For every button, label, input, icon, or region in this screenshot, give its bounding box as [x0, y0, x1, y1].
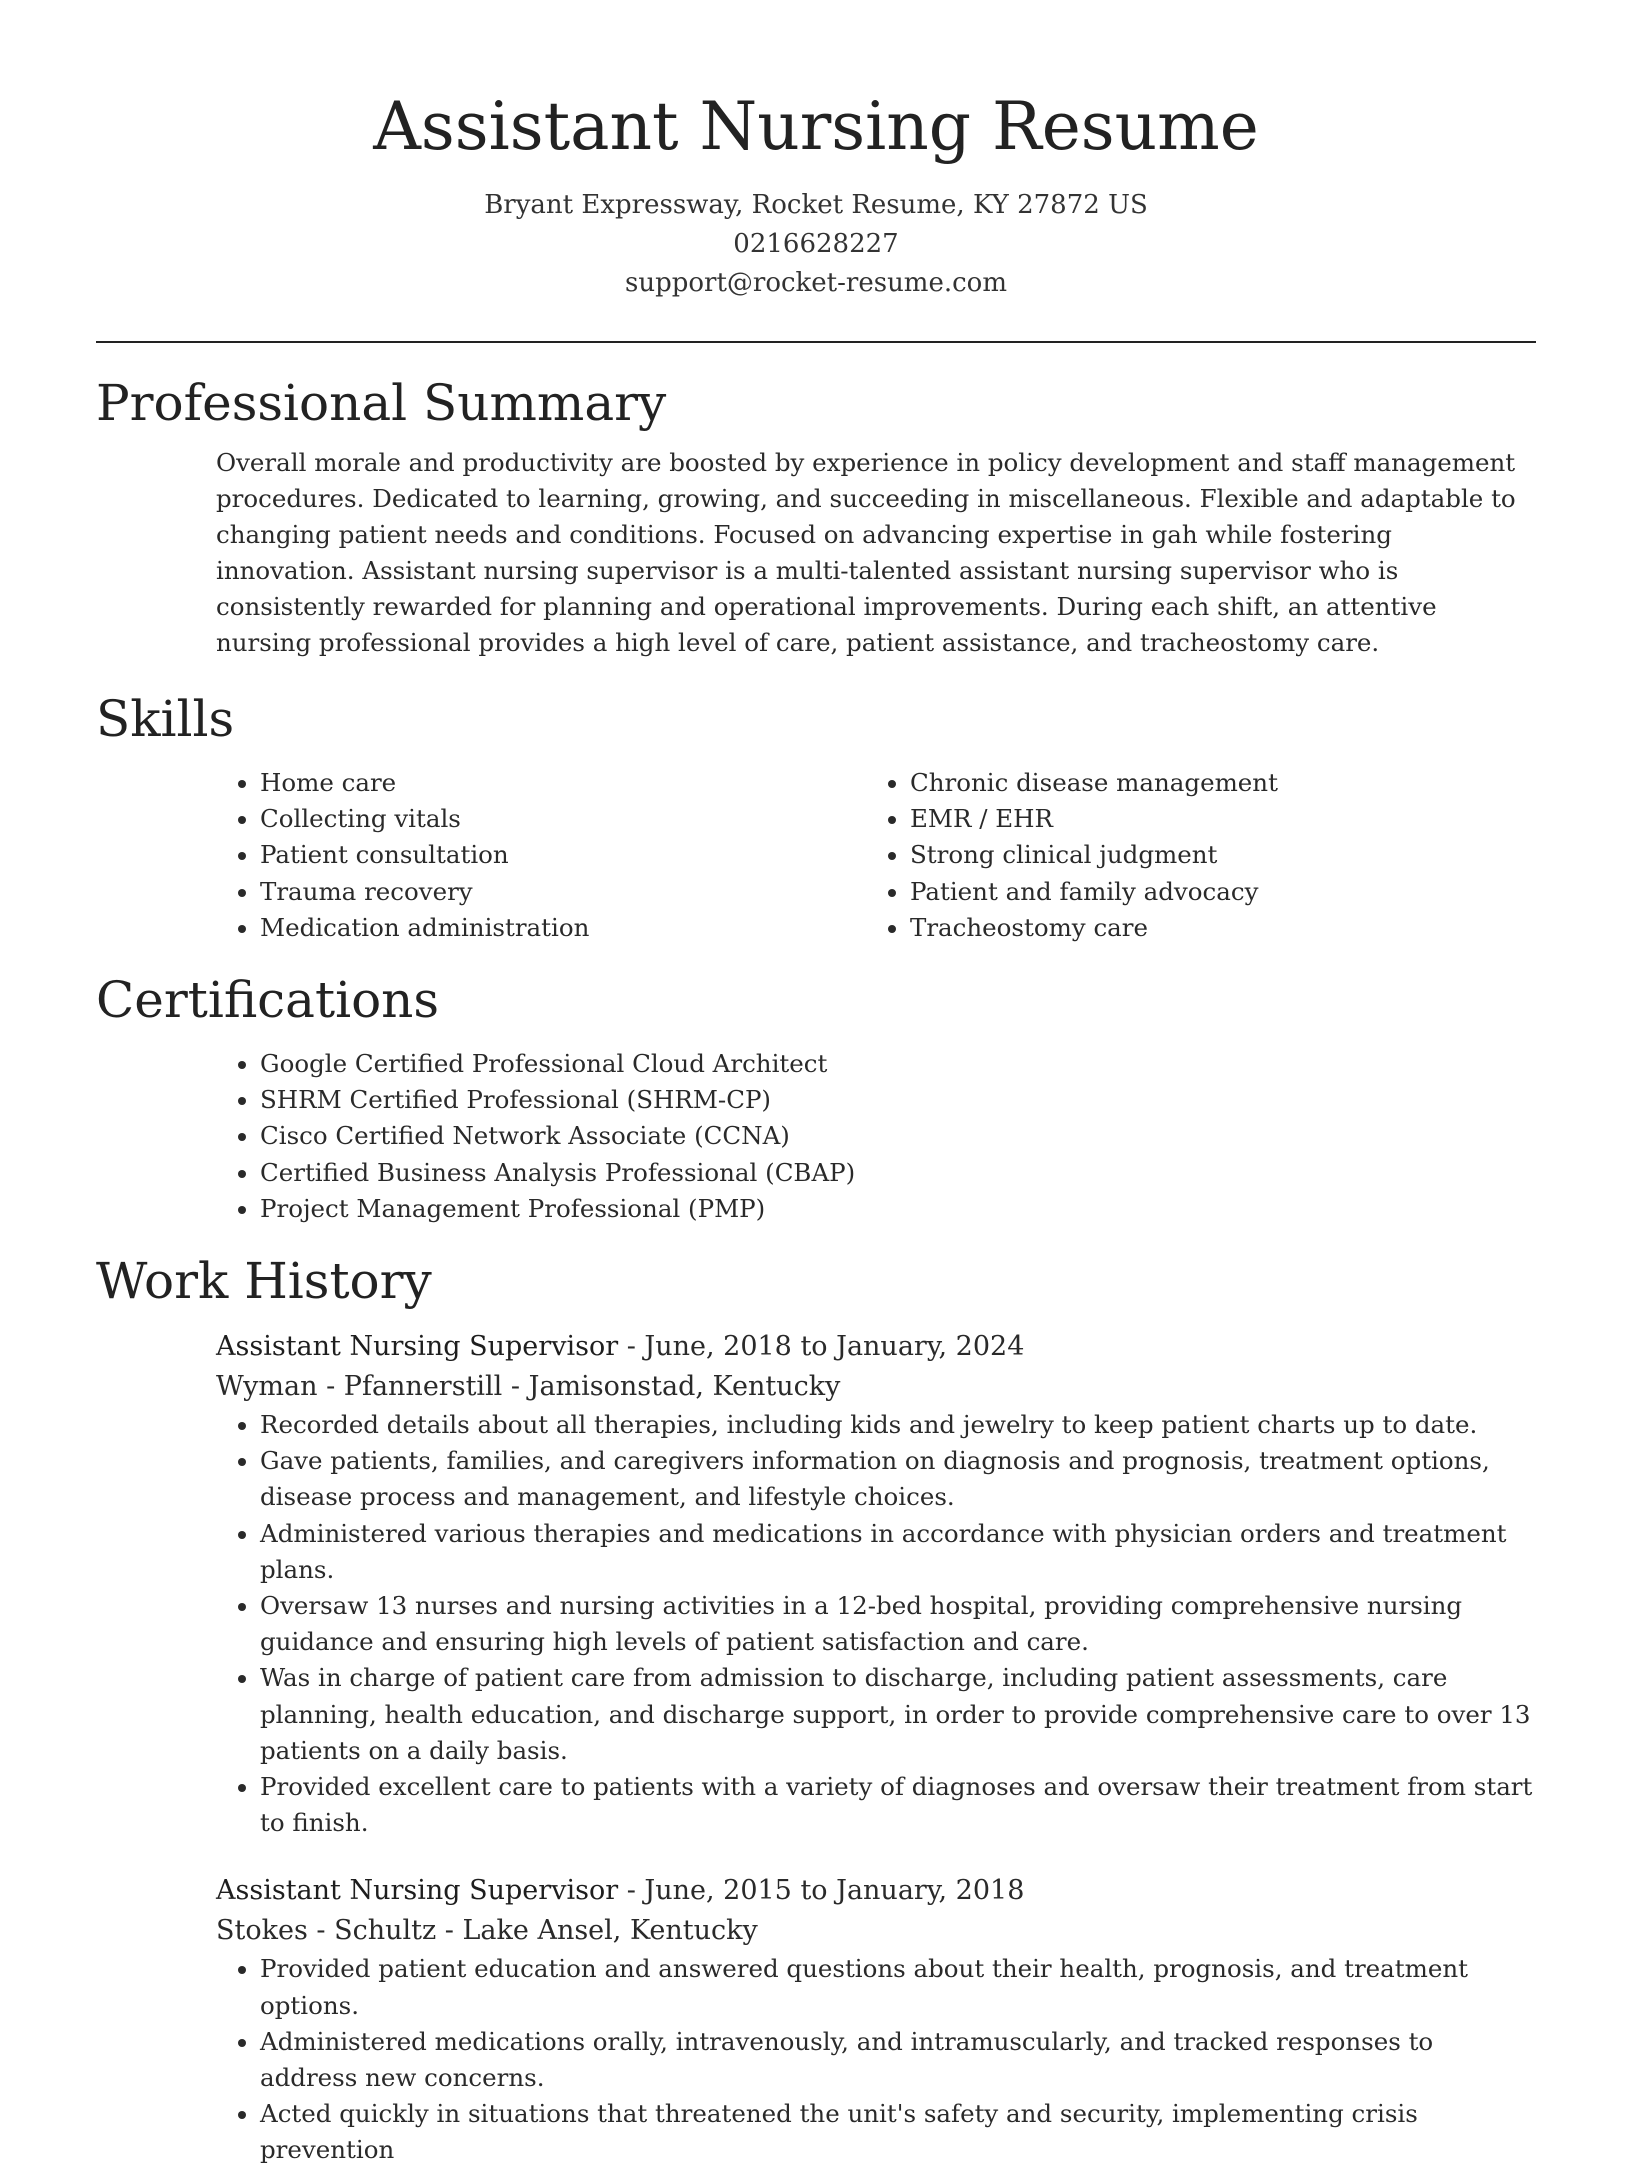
certification-item: • SHRM Certified Professional (SHRM-CP) — [260, 1082, 1536, 1118]
summary-section — [96, 371, 1536, 661]
job-duty-item: • Was in charge of patient care from admission to discharge, including patient assessments, care planning, health education, and discharge support, in order to provide comprehensive care to over 13 patients on a daily basis. — [260, 1660, 1536, 1769]
job-duties-list — [216, 1407, 1536, 1841]
job-duty-item: • Acted quickly in situations that threatened the unit's safety and security, implementing crisis prevention — [260, 2096, 1536, 2168]
skill-item: • Home care — [260, 765, 866, 801]
skill-item: • Collecting vitals — [260, 801, 866, 837]
job-duty-item: • Oversaw 13 nurses and nursing activities in a 12-bed hospital, providing comprehensive nursing guidance and ensuring high levels of patient satisfaction and care. — [260, 1588, 1536, 1660]
job-entry — [216, 1871, 1536, 2168]
skills-section — [96, 687, 1536, 946]
job-duty-item: • Administered medications orally, intravenously, and intramuscularly, and tracked responses to address new concerns. — [260, 2024, 1536, 2096]
job-dates: - June, 2015 to January, 2018 — [618, 1875, 1025, 1907]
contact-email: support@rocket-resume.com — [624, 268, 1007, 298]
job-duties-list — [216, 1951, 1536, 2168]
job-location: - Lake Ansel, Kentucky — [436, 1915, 758, 1947]
certifications-list — [216, 1046, 1536, 1227]
job-duty-item: • Provided patient education and answered questions about their health, prognosis, and treatment options. — [260, 1951, 1536, 2023]
job-duty-item: • Recorded details about all therapies, including kids and jewelry to keep patient charts up to date. — [260, 1407, 1536, 1443]
skill-item: • Patient consultation — [260, 837, 866, 873]
contact-phone: 0216628227 — [733, 229, 899, 259]
job-company: Stokes - Schultz — [216, 1915, 437, 1947]
skills-list-left — [216, 765, 866, 946]
certification-item: • Project Management Professional (PMP) — [260, 1191, 1536, 1227]
header-divider — [96, 341, 1536, 343]
skill-item: • EMR / EHR — [910, 801, 1516, 837]
job-company-line — [216, 1367, 1536, 1407]
skills-grid — [216, 765, 1536, 946]
contact-info — [96, 186, 1536, 303]
skill-item: • Trauma recovery — [260, 874, 866, 910]
job-entry — [216, 1327, 1536, 1841]
skills-column-right — [866, 765, 1516, 946]
job-company-line — [216, 1911, 1536, 1951]
skill-item: • Chronic disease management — [910, 765, 1516, 801]
job-title-line — [216, 1327, 1536, 1367]
job-title: Assistant Nursing Supervisor — [216, 1875, 619, 1907]
skill-item: • Tracheostomy care — [910, 910, 1516, 946]
work-history-section — [96, 1249, 1536, 2169]
job-location: - Jamisonstad, Kentucky — [502, 1371, 841, 1403]
resume-title: Assistant Nursing Resume — [373, 88, 1259, 165]
certification-item: • Certified Business Analysis Professional (CBAP) — [260, 1155, 1536, 1191]
skill-item: • Medication administration — [260, 910, 866, 946]
certifications-list-wrapper — [216, 1046, 1536, 1227]
job-duty-item: • Gave patients, families, and caregivers information on diagnosis and prognosis, treatment options, disease process and management, and lifestyle choices. — [260, 1443, 1536, 1515]
job-duty-item: • Provided excellent care to patients with a variety of diagnoses and oversaw their treatment from start to finish. — [260, 1769, 1536, 1841]
skill-item: • Patient and family advocacy — [910, 874, 1516, 910]
job-title: Assistant Nursing Supervisor — [216, 1331, 619, 1363]
job-dates: - June, 2018 to January, 2024 — [618, 1331, 1025, 1363]
skills-list-right — [866, 765, 1516, 946]
summary-text: Overall morale and productivity are boosted by experience in policy development and staff management procedures. Dedicated to learning, growing, and succeeding in miscellaneous. Flexible and adaptable to changing patient needs and conditions. Focused on advancing expertise in gah while fostering innovation. Assistant nursing supervisor is a multi-talented assistant nursing supervisor who is consistently rewarded for planning and operational improvements. During each shift, an attentive nursing professional provides a high level of care, patient assistance, and tracheostomy care. — [216, 448, 1516, 657]
certification-item: • Cisco Certified Network Associate (CCNA) — [260, 1118, 1536, 1154]
certifications-section — [96, 968, 1536, 1227]
job-company: Wyman - Pfannerstill — [216, 1371, 503, 1403]
contact-address: Bryant Expressway, Rocket Resume, KY 27872 US — [484, 190, 1148, 220]
skills-column-left — [216, 765, 866, 946]
skill-item: • Strong clinical judgment — [910, 837, 1516, 873]
job-title-line — [216, 1871, 1536, 1911]
certifications-heading: Certifications — [96, 971, 440, 1030]
certification-item: • Google Certified Professional Cloud Architect — [260, 1046, 1536, 1082]
work-history-heading: Work History — [96, 1252, 432, 1311]
summary-heading: Professional Summary — [96, 374, 667, 432]
job-duty-item: • Administered various therapies and medications in accordance with physician orders and treatment plans. — [260, 1516, 1536, 1588]
resume-header — [96, 0, 1536, 303]
skills-heading: Skills — [96, 690, 235, 748]
